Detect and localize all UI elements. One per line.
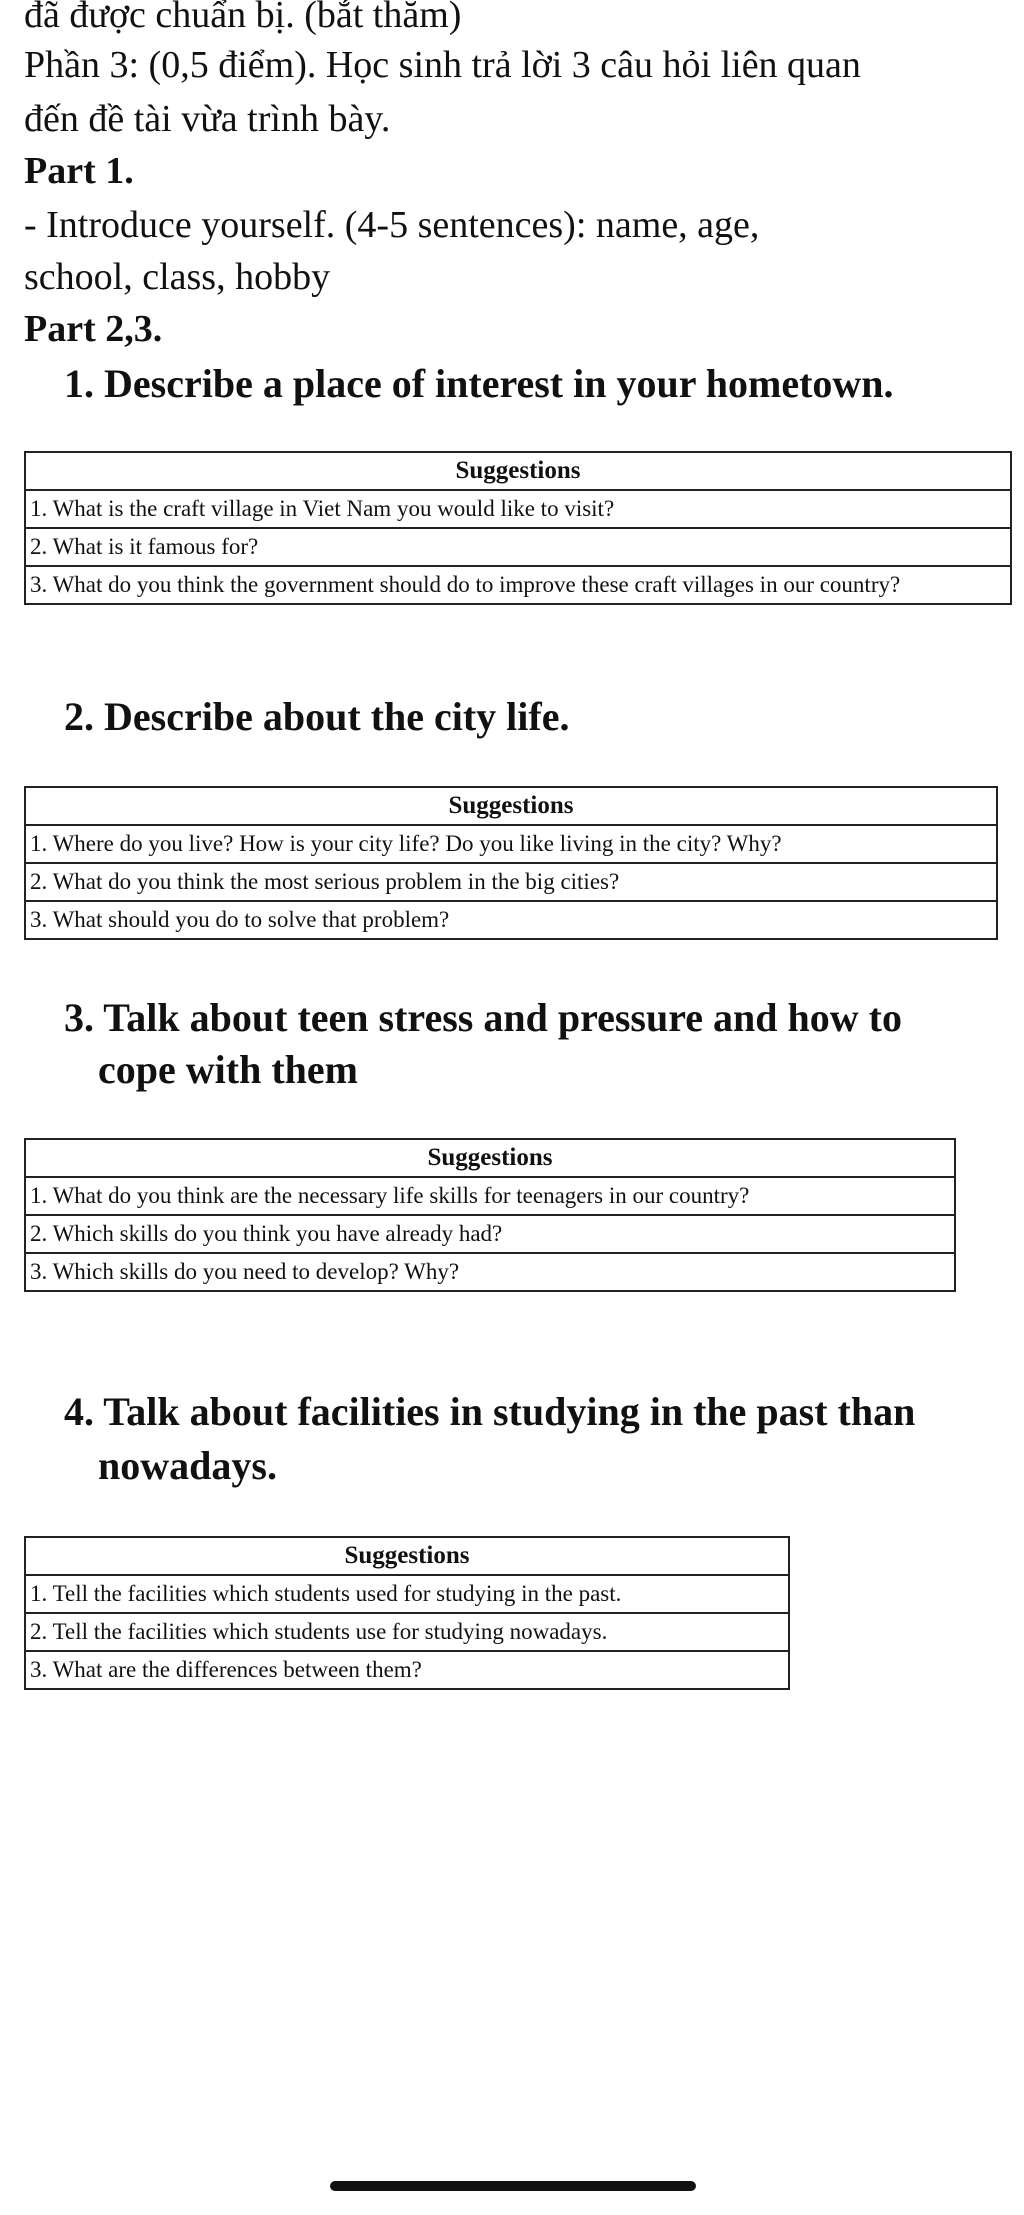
topic-3-heading-line-1: 3. Talk about teen stress and pressure and how to	[64, 995, 902, 1040]
table-header: Suggestions	[25, 787, 997, 825]
table-row: 3. What do you think the government should do to improve these craft villages in our country?	[25, 566, 1011, 604]
topic-4-table	[24, 1536, 790, 1690]
table-row: 1. What is the craft village in Viet Nam you would like to visit?	[25, 490, 1011, 528]
topic-2-heading: 2. Describe about the city life.	[64, 694, 570, 739]
table-row: 2. Which skills do you think you have already had?	[25, 1215, 955, 1253]
topic-3-heading-line-2: cope with them	[98, 1047, 358, 1092]
topic-4-heading-line-2: nowadays.	[98, 1443, 277, 1488]
table-header: Suggestions	[25, 452, 1011, 490]
part1-line-1: - Introduce yourself. (4-5 sentences): name, age,	[24, 204, 760, 246]
table-row: 3. What should you do to solve that problem?	[25, 901, 997, 939]
intro-line-0: đã được chuẩn bị. (bắt thăm)	[24, 0, 462, 36]
topic-1-heading: 1. Describe a place of interest in your hometown.	[64, 361, 894, 406]
home-indicator[interactable]	[330, 2181, 696, 2191]
table-header: Suggestions	[25, 1537, 789, 1575]
part23-title: Part 2,3.	[24, 308, 163, 350]
table-row: 1. Where do you live? How is your city life? Do you like living in the city? Why?	[25, 825, 997, 863]
intro-line-1: Phần 3: (0,5 điểm). Học sinh trả lời 3 câu hỏi liên quan	[24, 44, 861, 86]
table-row: 3. What are the differences between them?	[25, 1651, 789, 1689]
topic-1-table	[24, 451, 1012, 605]
table-row: 3. Which skills do you need to develop? Why?	[25, 1253, 955, 1291]
table-row: 2. What is it famous for?	[25, 528, 1011, 566]
intro-line-2: đến đề tài vừa trình bày.	[24, 98, 391, 140]
table-row: 1. What do you think are the necessary life skills for teenagers in our country?	[25, 1177, 955, 1215]
table-header: Suggestions	[25, 1139, 955, 1177]
part1-line-2: school, class, hobby	[24, 256, 331, 298]
topic-2-table	[24, 786, 998, 940]
topic-4-heading-line-1: 4. Talk about facilities in studying in the past than	[64, 1389, 916, 1434]
topic-3-table	[24, 1138, 956, 1292]
table-row: 2. What do you think the most serious problem in the big cities?	[25, 863, 997, 901]
part1-title: Part 1.	[24, 150, 134, 192]
table-row: 1. Tell the facilities which students used for studying in the past.	[25, 1575, 789, 1613]
table-row: 2. Tell the facilities which students use for studying nowadays.	[25, 1613, 789, 1651]
